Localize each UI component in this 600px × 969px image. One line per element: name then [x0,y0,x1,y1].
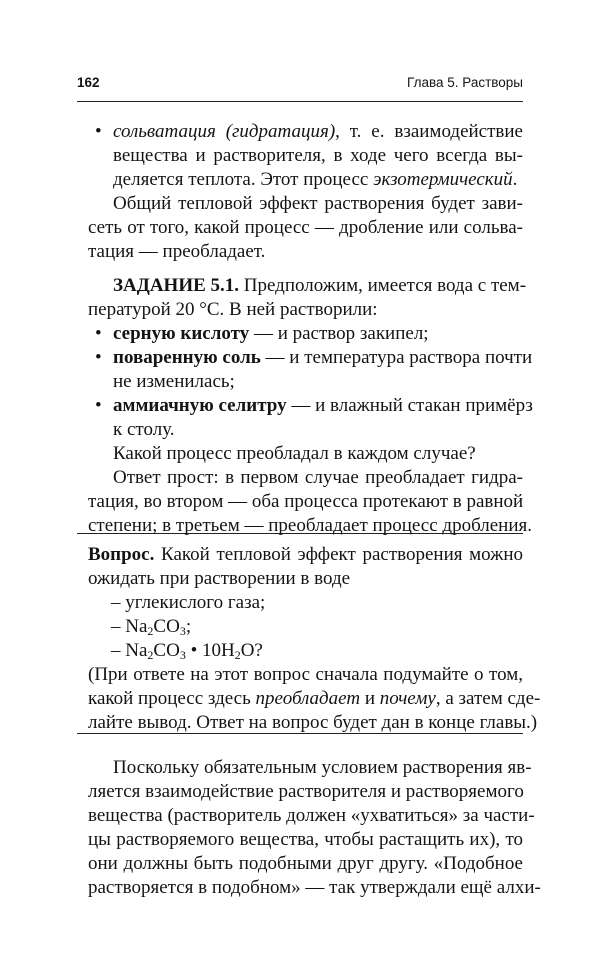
bullet-mark: • [95,121,102,142]
page-number: 162 [77,75,100,90]
closing-paragraph: Поскольку обязательным условием растворения яв- ляется взаимодействие растворителя и растворяемого вещества (растворитель должен «ухватиться» за части- цы растворяемого вещества, чтобы растащить их), то они должны быть подобными друг другу. «Подобное растворяется в подобном» — так утверждали ещё алхи- [88,757,541,898]
option-co2: – углекислого газа; [111,592,266,613]
chapter-title: Глава 5. Растворы [407,75,523,90]
header-divider [77,101,523,102]
question-box-bottom-rule [77,733,523,734]
task-item-1: • серную кислоту — и раствор закипел; [95,323,429,344]
task-answer: Ответ прост: в первом случае преобладает гидра- [113,467,523,488]
task-item-3: • аммиачную селитру — и влажный стакан примёрз к столу. [95,395,533,440]
solvation-bullet: • сольватация (гидратация), т. е. взаимодействие вещества и растворителя, в ходе чего всегда вы- деляется теплота. Этот процесс экзотермический. [95,121,523,190]
question-note: (При ответе на этот вопрос сначала подумайте о том, [88,664,523,685]
question-box-top-rule [77,533,523,534]
option-na2co3: – $Na_2CO_3$; [111,616,192,638]
question-label: Вопрос. [88,544,155,565]
task-section: ЗАДАНИЕ 5.1. Предположим, имеется вода с тем- пературой 20 °С. В ней растворили: • серную кислоту — и раствор закипел; • поваренную соль — и температура раствора почти не изменилась; • аммиачную селитру — и влажный стакан примёрз к столу. Какой процесс преобладал в каждом случае? Ответ прост: в первом случае преобладает гидра- тация, во втором — оба процесса протекают в равной степени; в третьем — преобладает процесс дробления. [88,275,533,536]
task-label: ЗАДАНИЕ 5.1. [113,275,240,296]
exothermic-term: экзотермический [373,169,513,190]
task-item-2: • поваренную соль — и температура раствора почти не изменилась; [95,347,533,392]
option-na2co3-hydrate: – $Na_2CO_3$ • $10H_2O$? [111,640,263,662]
intro-section: • сольватация (гидратация), т. е. взаимодействие вещества и растворителя, в ходе чего всегда вы- деляется теплота. Этот процесс экзотермический. Общий тепловой эффект растворения будет зави- сеть от того, какой процесс — дробление или сольва- тация — преобладает. [88,121,523,262]
thermal-effect-paragraph: Общий тепловой эффект растворения будет зави- [113,193,523,214]
question-box: Вопрос. Какой тепловой эффект растворения можно ожидать при растворении в воде – углекислого газа; – $Na_2CO_3$; – $Na_2CO_3$ • $10H_2O$? (При ответе на этот вопрос сначала подумайте о том, какой процесс здесь преобладает и почему, а затем сде- лайте вывод. Ответ на вопрос будет дан в конце главы.) [88,544,541,733]
running-header [77,75,523,95]
solvation-term: сольватация (гидратация) [113,121,336,142]
task-question: Какой процесс преобладал в каждом случае? [113,443,476,464]
